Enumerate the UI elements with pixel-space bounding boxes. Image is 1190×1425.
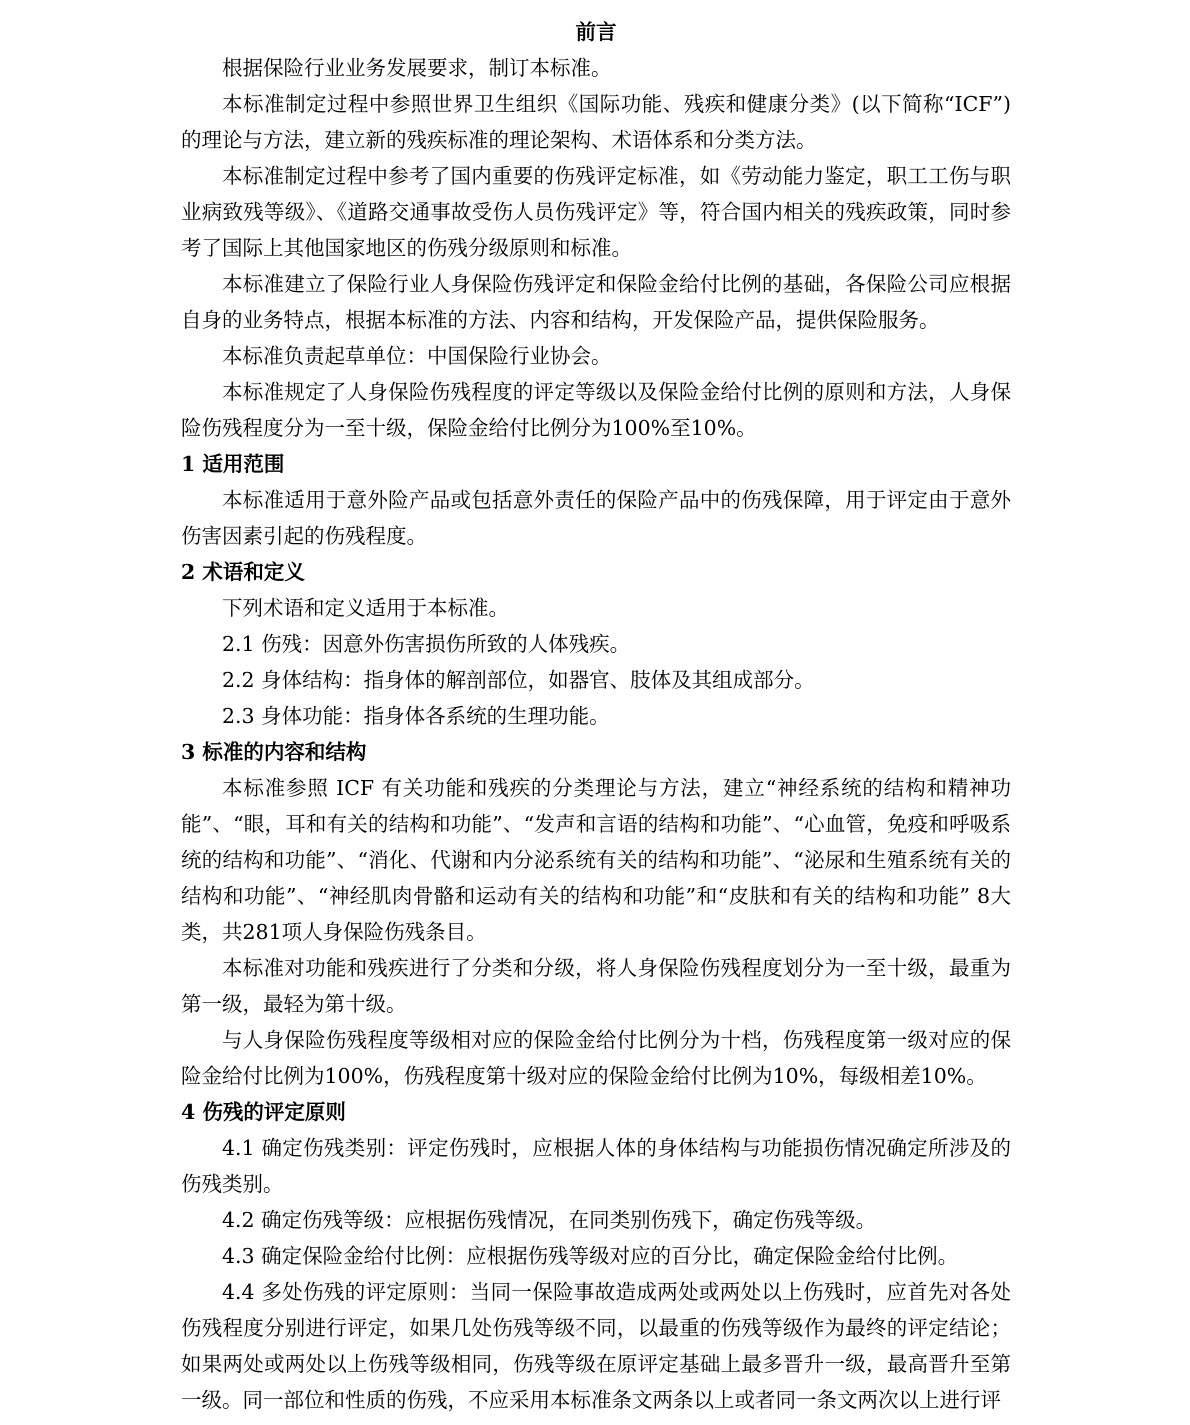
paragraph: 本标准对功能和残疾进行了分类和分级，将人身保险伤残程度划分为一至十级，最重为第一级，最轻为第十级。 bbox=[181, 956, 1011, 1016]
document-title: 前言 bbox=[575, 20, 617, 44]
paragraph: 4.2 确定伤残等级：应根据伤残情况，在同类别伤残下，确定伤残等级。 bbox=[222, 1208, 877, 1232]
paragraph: 下列术语和定义适用于本标准。 bbox=[222, 596, 509, 620]
paragraph: 2.2 身体结构：指身体的解剖部位，如器官、肢体及其组成部分。 bbox=[222, 668, 815, 692]
section-heading: 4 伤残的评定原则 bbox=[181, 1100, 346, 1124]
paragraph: 本标准制定过程中参照世界卫生组织《国际功能、残疾和健康分类》(以下简称“ICF”)的理论与方法，建立新的残疾标准的理论架构、术语体系和分类方法。 bbox=[181, 92, 1011, 152]
section-heading: 1 适用范围 bbox=[181, 452, 285, 476]
section-heading: 2 术语和定义 bbox=[181, 560, 305, 584]
paragraph: 本标准参照 ICF 有关功能和残疾的分类理论与方法，建立“神经系统的结构和精神功能”、“眼，耳和有关的结构和功能”、“发声和言语的结构和功能”、“心血管，免疫和呼吸系统的结构和功能”、“消化、代谢和内分泌系统有关的结构和功能”、“泌尿和生殖系统有关的结构和功能”、“神经肌肉骨骼和运动有关的结构和功能”和“皮肤和有关的结构和功能” 8大类，共281项人身保险伤残条目。 bbox=[181, 776, 1011, 944]
paragraph: 2.3 身体功能：指身体各系统的生理功能。 bbox=[222, 704, 610, 728]
paragraph: 本标准规定了人身保险伤残程度的评定等级以及保险金给付比例的原则和方法，人身保险伤残程度分为一至十级，保险金给付比例分为100%至10%。 bbox=[181, 380, 1011, 440]
section-heading: 3 标准的内容和结构 bbox=[181, 740, 367, 764]
paragraph: 4.1 确定伤残类别：评定伤残时，应根据人体的身体结构与功能损伤情况确定所涉及的伤残类别。 bbox=[181, 1136, 1011, 1196]
paragraph: 本标准适用于意外险产品或包括意外责任的保险产品中的伤残保障，用于评定由于意外伤害因素引起的伤残程度。 bbox=[181, 488, 1011, 548]
preface bbox=[181, 50, 1011, 446]
section-terms bbox=[181, 554, 1011, 734]
section-scope bbox=[181, 446, 1011, 554]
document-page bbox=[181, 14, 1011, 1418]
section-structure bbox=[181, 734, 1011, 1094]
paragraph: 本标准负责起草单位：中国保险行业协会。 bbox=[222, 344, 612, 368]
paragraph: 2.1 伤残：因意外伤害损伤所致的人体残疾。 bbox=[222, 632, 631, 656]
paragraph: 4.3 确定保险金给付比例：应根据伤残等级对应的百分比，确定保险金给付比例。 bbox=[222, 1244, 959, 1268]
section-principles bbox=[181, 1094, 1011, 1418]
paragraph: 本标准建立了保险行业人身保险伤残评定和保险金给付比例的基础，各保险公司应根据自身的业务特点，根据本标准的方法、内容和结构，开发保险产品，提供保险服务。 bbox=[181, 272, 1011, 332]
paragraph: 根据保险行业业务发展要求，制订本标准。 bbox=[222, 56, 612, 80]
paragraph: 与人身保险伤残程度等级相对应的保险金给付比例分为十档，伤残程度第一级对应的保险金给付比例为100%，伤残程度第十级对应的保险金给付比例为10%，每级相差10%。 bbox=[181, 1028, 1011, 1088]
paragraph: 4.4 多处伤残的评定原则：当同一保险事故造成两处或两处以上伤残时，应首先对各处伤残程度分别进行评定，如果几处伤残等级不同，以最重的伤残等级作为最终的评定结论；如果两处或两处以上伤残等级相同，伤残等级在原评定基础上最多晋升一级，最高晋升至第一级。同一部位和性质的伤残，不应采用本标准条文两条以上或者同一条文两次以上进行评 bbox=[181, 1280, 1011, 1412]
paragraph: 本标准制定过程中参考了国内重要的伤残评定标准，如《劳动能力鉴定，职工工伤与职业病致残等级》、《道路交通事故受伤人员伤残评定》等，符合国内相关的残疾政策，同时参考了国际上其他国家地区的伤残分级原则和标准。 bbox=[181, 164, 1011, 260]
